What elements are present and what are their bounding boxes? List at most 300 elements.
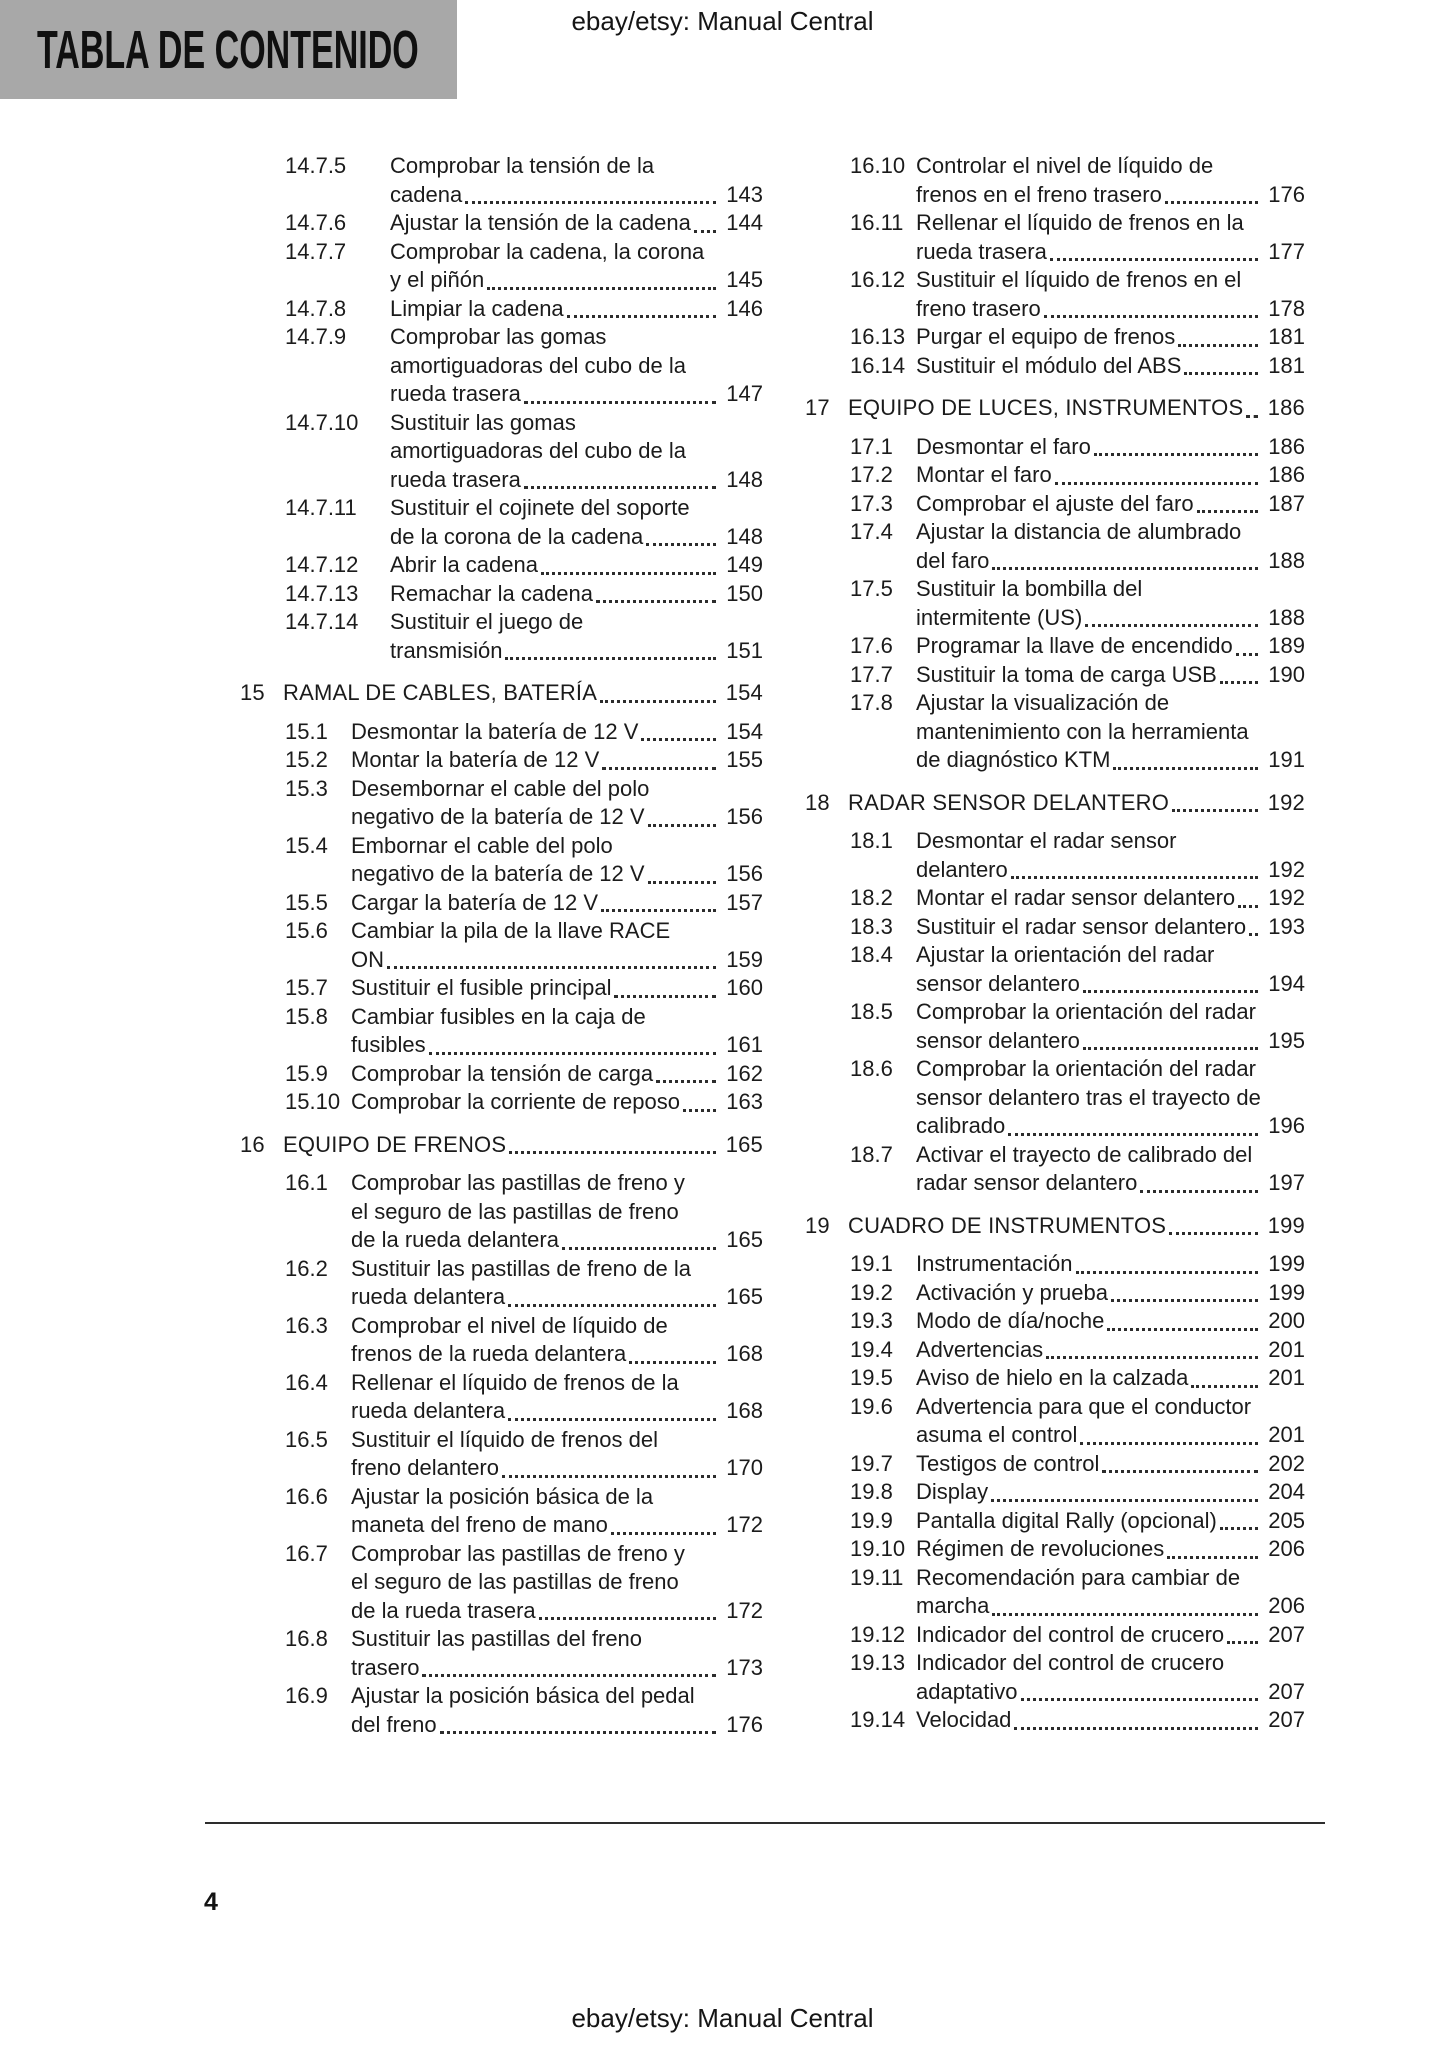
dot-leader: [1220, 681, 1258, 684]
toc-entry-title: rueda trasera: [916, 238, 1047, 264]
toc-entry: [240, 551, 763, 580]
toc-entry-page: 147: [726, 381, 763, 406]
toc-line: [240, 1654, 763, 1683]
toc-entry-title: RADAR SENSOR DELANTERO: [848, 789, 1170, 815]
toc-line: [240, 1711, 763, 1740]
toc-line: [240, 608, 763, 637]
toc-entry: [240, 974, 763, 1003]
toc-entry-title: freno delantero: [351, 1455, 499, 1480]
toc-line: [240, 1003, 763, 1032]
toc-line: [240, 466, 763, 495]
toc-entry: [240, 1682, 763, 1739]
dot-leader: [524, 401, 716, 404]
toc-entry-page: 178: [1268, 295, 1305, 321]
toc-entry: [805, 941, 1305, 998]
toc-entry: [805, 1250, 1305, 1279]
toc-entry-title: de la rueda trasera: [351, 1597, 536, 1623]
toc-entry: [240, 1088, 763, 1117]
toc-entry: [805, 1307, 1305, 1336]
toc-entry-title: Sustituir las gomas: [390, 409, 576, 435]
toc-entry-number: 17.3: [850, 490, 893, 516]
toc-entry-title: rueda trasera: [390, 381, 521, 406]
toc-entry-number: 16.11: [850, 210, 904, 235]
toc-entry-title: Programar la llave de encendido: [916, 633, 1233, 658]
toc-line: [240, 1226, 763, 1255]
toc-entry-title: freno trasero: [916, 295, 1041, 321]
toc-line: [240, 323, 763, 352]
page-title: TABLA DE CONTENIDO: [37, 19, 419, 80]
toc-line: [240, 580, 763, 609]
toc-entry-page: 206: [1268, 1536, 1305, 1561]
toc-entry-number: 19.14: [850, 1707, 906, 1732]
toc-entry-number: 17.7: [850, 661, 893, 687]
toc-entry: [805, 1649, 1305, 1706]
toc-entry: [805, 433, 1305, 462]
toc-line: [805, 1421, 1305, 1450]
toc-entry-page: 201: [1268, 1422, 1305, 1447]
dot-leader: [614, 995, 716, 998]
toc-entry-title: ON: [351, 946, 384, 972]
toc-entry-page: 145: [726, 267, 763, 292]
dot-leader: [541, 572, 716, 575]
toc-line: [240, 181, 763, 210]
toc-entry-page: 191: [1268, 747, 1305, 772]
toc-entry-title: Modo de día/noche: [916, 1308, 1105, 1333]
toc-entry: [240, 409, 763, 495]
dot-leader: [992, 1613, 1258, 1616]
dot-leader: [641, 738, 716, 741]
toc-entry-title: Sustituir el fusible principal: [351, 975, 612, 1000]
toc-line: [240, 523, 763, 552]
toc-line: [240, 1169, 763, 1198]
toc-entry-title: delantero: [916, 856, 1008, 882]
toc-entry: [805, 461, 1305, 490]
toc-entry-number: 14.7.9: [285, 324, 347, 349]
dot-leader: [502, 1475, 716, 1478]
toc-entry-number: 14.7.5: [285, 153, 347, 178]
toc-entry-page: 204: [1268, 1479, 1305, 1504]
toc-entry-page: 172: [726, 1597, 763, 1623]
toc-entry: [805, 1279, 1305, 1308]
dot-leader: [487, 287, 716, 290]
toc-entry-number: 16.12: [850, 267, 906, 292]
toc-line: [240, 1426, 763, 1455]
toc-line: [805, 266, 1305, 295]
toc-entry-page: 168: [726, 1341, 763, 1366]
toc-entry-page: 148: [726, 523, 763, 549]
toc-entry-number: 15.7: [285, 975, 328, 1000]
toc-line: [805, 689, 1305, 718]
toc-entry-page: 199: [1267, 1212, 1305, 1238]
toc-entry-page: 176: [726, 1711, 763, 1737]
toc-entry-page: 150: [726, 580, 763, 606]
toc-entry-page: 194: [1268, 970, 1305, 996]
footer-title: ebay/etsy: Manual Central: [571, 2003, 874, 2033]
dot-leader: [1044, 315, 1259, 318]
toc-entry-number: 16.1: [285, 1170, 328, 1195]
toc-entry-title: frenos de la rueda delantera: [351, 1341, 627, 1366]
dot-leader: [629, 1361, 716, 1364]
toc-entry: [240, 580, 763, 609]
toc-line: [240, 437, 763, 466]
dot-leader: [602, 767, 716, 770]
toc-entry-page: 186: [1267, 395, 1305, 420]
dot-leader: [509, 1151, 715, 1154]
toc-entry-title: Montar el faro: [916, 462, 1052, 487]
toc-line: [805, 1621, 1305, 1650]
toc-entry: [805, 490, 1305, 519]
toc-entry-page: 196: [1268, 1113, 1305, 1138]
toc-line: [805, 1507, 1305, 1536]
toc-entry-number: 19.5: [850, 1365, 893, 1390]
dot-leader: [1165, 201, 1258, 204]
toc-entry-title: Comprobar la tensión de carga: [351, 1060, 654, 1086]
toc-section-entry: [805, 789, 1305, 818]
toc-entry-title: Ajustar la distancia de alumbrado: [916, 519, 1242, 544]
toc-entry: [805, 209, 1305, 266]
toc-entry: [240, 323, 763, 409]
toc-line: [805, 1478, 1305, 1507]
toc-entry-number: 19.6: [850, 1393, 893, 1419]
toc-entry-number: 19.10: [850, 1536, 906, 1561]
toc-entry-number: 16.8: [285, 1626, 328, 1651]
toc-section-entry: [805, 394, 1305, 423]
toc-entry-title: Montar la batería de 12 V: [351, 747, 600, 772]
toc-entry-title: Comprobar la cadena, la corona: [390, 238, 705, 264]
toc-entry-page: 190: [1268, 661, 1305, 687]
toc-entry-page: 151: [726, 637, 763, 663]
toc-line: [240, 1283, 763, 1312]
toc-line: [805, 632, 1305, 661]
toc-entry-page: 199: [1268, 1279, 1305, 1305]
toc-entry-page: 192: [1268, 885, 1305, 910]
toc-entry: [240, 494, 763, 551]
toc-entry-title: Comprobar la tensión de la: [390, 153, 655, 178]
toc-line: [240, 803, 763, 832]
toc-line: [240, 1198, 763, 1227]
toc-entry-title: Remachar la cadena: [390, 580, 594, 606]
dot-leader: [656, 1080, 716, 1083]
toc-entry-title: Desmontar la batería de 12 V: [351, 718, 639, 744]
dot-leader: [1238, 905, 1258, 908]
toc-entry: [805, 1507, 1305, 1536]
toc-entry: [240, 1426, 763, 1483]
toc-entry-title: Limpiar la cadena: [390, 295, 564, 321]
toc-entry-number: 19.11: [850, 1564, 904, 1590]
toc-line: [805, 1393, 1305, 1422]
toc-entry-page: 168: [726, 1398, 763, 1423]
toc-entry: [805, 632, 1305, 661]
toc-line: [240, 1597, 763, 1626]
toc-line: [805, 295, 1305, 324]
toc-line: [805, 661, 1305, 690]
dot-leader: [1102, 1470, 1258, 1473]
toc-entry-number: 17: [805, 395, 830, 420]
toc-entry-number: 16.10: [850, 153, 906, 178]
dot-leader: [1055, 482, 1259, 485]
toc-entry: [240, 1060, 763, 1089]
dot-leader: [611, 1532, 716, 1535]
toc-line: [805, 941, 1305, 970]
toc-line: [240, 1060, 763, 1089]
toc-entry-title: Desmontar el radar sensor: [916, 828, 1177, 853]
toc-entry: [805, 1141, 1305, 1198]
toc-entry: [805, 575, 1305, 632]
toc-entry-page: 197: [1268, 1170, 1305, 1195]
toc-entry-title: negativo de la batería de 12 V: [351, 861, 645, 886]
dot-leader: [1085, 624, 1258, 627]
toc-entry-page: 199: [1268, 1251, 1305, 1276]
toc-entry-title: rueda trasera: [390, 466, 521, 492]
dot-leader: [1050, 258, 1258, 261]
toc-line: [240, 637, 763, 666]
toc-line: [240, 1312, 763, 1341]
toc-line: [805, 1678, 1305, 1707]
toc-entry-page: 193: [1268, 913, 1305, 939]
toc-entry-title: Ajustar la visualización de: [916, 690, 1170, 715]
toc-entry: [805, 1478, 1305, 1507]
toc-entry-page: 207: [1268, 1678, 1305, 1704]
toc-entry-number: 14.7.10: [285, 409, 359, 435]
toc-entry-title: Activar el trayecto de calibrado del: [916, 1141, 1253, 1167]
toc-entry-number: 18: [805, 789, 830, 815]
toc-entry-title: rueda delantera: [351, 1284, 506, 1309]
toc-entry-title: mantenimiento con la herramienta: [916, 718, 1249, 744]
toc-entry-title: Recomendación para cambiar de: [916, 1564, 1241, 1590]
toc-entry-number: 15.4: [285, 832, 328, 858]
toc-entry-page: 195: [1268, 1027, 1305, 1053]
toc-line: [240, 1454, 763, 1483]
toc-line: [240, 1088, 763, 1117]
toc-line: [240, 860, 763, 889]
dot-leader: [1236, 653, 1259, 656]
toc-entry-title: Comprobar la corriente de reposo: [351, 1089, 680, 1114]
toc-entry-title: Sustituir el líquido de frenos en el: [916, 267, 1242, 292]
toc-line: [805, 1450, 1305, 1479]
toc-entry-page: 188: [1268, 604, 1305, 630]
dot-leader: [1140, 1190, 1258, 1193]
toc-entry-number: 19.4: [850, 1336, 893, 1362]
toc-entry-page: 148: [726, 466, 763, 492]
dot-leader: [601, 909, 716, 912]
toc-columns: [240, 152, 1305, 1739]
toc-entry-title: transmisión: [390, 637, 503, 663]
dot-leader: [1083, 990, 1258, 993]
toc-entry-title: Indicador del control de crucero: [916, 1650, 1225, 1675]
toc-line: [240, 1568, 763, 1597]
toc-entry-number: 16.2: [285, 1255, 328, 1281]
dot-leader: [1184, 372, 1258, 375]
toc-entry-title: amortiguadoras del cubo de la: [390, 352, 686, 378]
toc-entry-title: marcha: [916, 1593, 990, 1618]
dot-leader: [1021, 1698, 1259, 1701]
toc-entry-number: 15.5: [285, 889, 328, 915]
toc-line: [805, 323, 1305, 352]
dot-leader: [422, 1674, 716, 1677]
toc-entry-number: 17.2: [850, 462, 893, 487]
toc-line: [805, 718, 1305, 747]
toc-entry-title: Comprobar las gomas: [390, 324, 607, 349]
toc-entry: [805, 884, 1305, 913]
toc-entry-page: 188: [1268, 547, 1305, 573]
toc-entry-number: 18.7: [850, 1141, 893, 1167]
toc-line: [805, 1307, 1305, 1336]
toc-entry-number: 18.5: [850, 999, 893, 1024]
toc-entry-page: 173: [726, 1654, 763, 1680]
dot-leader: [562, 1247, 716, 1250]
toc-entry-title: radar sensor delantero: [916, 1170, 1138, 1195]
toc-entry-page: 143: [726, 181, 763, 207]
dot-leader: [1083, 1047, 1258, 1050]
toc-entry-title: intermitente (US): [916, 604, 1083, 630]
toc-entry-number: 14.7.6: [285, 210, 347, 235]
toc-entry-title: fusibles: [351, 1032, 426, 1057]
toc-entry: [240, 917, 763, 974]
toc-entry-number: 15.2: [285, 747, 328, 772]
toc-entry-number: 15.10: [285, 1089, 341, 1114]
toc-entry-page: 189: [1268, 633, 1305, 658]
toc-entry-number: 19.9: [850, 1507, 893, 1533]
toc-entry-title: Indicador del control de crucero: [916, 1621, 1225, 1647]
toc-line: [240, 1682, 763, 1711]
toc-entry-number: 15.9: [285, 1060, 328, 1086]
toc-line: [805, 789, 1305, 818]
toc-entry-title: RAMAL DE CABLES, BATERÍA: [283, 680, 598, 705]
toc-line: [240, 946, 763, 975]
toc-entry-number: 15.3: [285, 775, 328, 801]
toc-entry-page: 160: [726, 975, 763, 1000]
toc-entry-page: 162: [726, 1060, 763, 1086]
toc-entry-title: Velocidad: [916, 1707, 1012, 1732]
toc-entry-page: 149: [726, 552, 763, 577]
toc-line: [805, 746, 1305, 775]
toc-entry-title: Ajustar la orientación del radar: [916, 942, 1215, 967]
toc-entry-title: Sustituir el cojinete del soporte: [390, 495, 690, 520]
toc-entry-title: amortiguadoras del cubo de la: [390, 438, 686, 463]
dot-leader: [1076, 1271, 1259, 1274]
toc-entry-title: sensor delantero tras el trayecto de: [916, 1084, 1261, 1110]
toc-entry-page: 159: [726, 946, 763, 972]
toc-entry-page: 154: [726, 718, 763, 744]
toc-entry: [805, 1621, 1305, 1650]
toc-entry-title: Sustituir las pastillas de freno de la: [351, 1255, 691, 1281]
dot-leader: [505, 657, 716, 660]
toc-entry-title: sensor delantero: [916, 970, 1080, 996]
toc-entry: [240, 1540, 763, 1626]
toc-line: [805, 1141, 1305, 1170]
footer-rule: [205, 1822, 1325, 1824]
toc-entry-title: del freno: [351, 1711, 437, 1737]
toc-entry-page: 186: [1268, 433, 1305, 459]
toc-entry-title: Desmontar el faro: [916, 433, 1091, 459]
toc-entry: [240, 608, 763, 665]
toc-entry-number: 15.6: [285, 918, 328, 943]
toc-entry-number: 14.7.13: [285, 580, 359, 606]
toc-entry: [805, 1336, 1305, 1365]
toc-entry-page: 192: [1267, 789, 1305, 815]
dot-leader: [1111, 1299, 1258, 1302]
toc-line: [240, 1340, 763, 1369]
toc-entry-number: 17.6: [850, 633, 893, 658]
dot-leader: [1113, 767, 1258, 770]
dot-leader: [1167, 1556, 1258, 1559]
toc-entry: [240, 1312, 763, 1369]
toc-entry-title: Ajustar la posición básica de la: [351, 1483, 654, 1509]
toc-entry-title: sensor delantero: [916, 1027, 1080, 1053]
toc-line: [240, 494, 763, 523]
toc-line: [240, 352, 763, 381]
toc-entry-title: Cargar la batería de 12 V: [351, 889, 599, 915]
toc-line: [805, 998, 1305, 1027]
toc-entry-number: 14.7.12: [285, 552, 359, 577]
toc-line: [805, 1055, 1305, 1084]
toc-line: [240, 152, 763, 181]
toc-entry-title: trasero: [351, 1654, 420, 1680]
toc-entry-number: 18.6: [850, 1056, 893, 1081]
toc-entry-title: de diagnóstico KTM: [916, 747, 1111, 772]
toc-entry-page: 192: [1268, 856, 1305, 882]
toc-entry-page: 207: [1268, 1621, 1305, 1647]
dot-leader: [992, 567, 1258, 570]
toc-entry: [805, 1364, 1305, 1393]
dot-leader: [1107, 1328, 1258, 1331]
toc-entry-page: 161: [726, 1032, 763, 1057]
toc-entry-page: 201: [1268, 1336, 1305, 1362]
toc-line: [805, 490, 1305, 519]
toc-entry-page: 176: [1268, 181, 1305, 207]
toc-line: [240, 1540, 763, 1569]
toc-line: [805, 238, 1305, 267]
toc-line: [805, 1112, 1305, 1141]
dot-leader: [1172, 809, 1258, 812]
toc-entry: [805, 1564, 1305, 1621]
toc-line: [805, 827, 1305, 856]
toc-entry-number: 14.7.7: [285, 238, 347, 264]
toc-line: [805, 181, 1305, 210]
toc-entry-number: 17.4: [850, 519, 893, 544]
dot-leader: [991, 1499, 1258, 1502]
toc-entry: [805, 323, 1305, 352]
toc-line: [240, 718, 763, 747]
toc-entry-title: el seguro de las pastillas de freno: [351, 1198, 679, 1224]
toc-entry: [805, 1450, 1305, 1479]
toc-entry-page: 207: [1268, 1707, 1305, 1732]
toc-entry-page: 156: [726, 861, 763, 886]
toc-entry-title: Régimen de revoluciones: [916, 1536, 1165, 1561]
toc-entry-number: 18.2: [850, 885, 893, 910]
toc-entry-title: de la rueda delantera: [351, 1227, 559, 1252]
dot-leader: [429, 1052, 717, 1055]
dot-leader: [648, 881, 717, 884]
toc-entry-title: el seguro de las pastillas de freno: [351, 1569, 679, 1594]
toc-entry-title: CUADRO DE INSTRUMENTOS: [848, 1212, 1167, 1238]
toc-line: [805, 575, 1305, 604]
toc-entry-number: 17.8: [850, 690, 893, 715]
toc-line: [805, 461, 1305, 490]
toc-entry: [805, 1706, 1305, 1735]
toc-entry-title: Testigos de control: [916, 1450, 1100, 1476]
toc-entry-title: rueda delantera: [351, 1398, 506, 1423]
toc-entry-page: 202: [1268, 1450, 1305, 1476]
toc-entry-number: 16.7: [285, 1540, 328, 1566]
toc-entry-title: Purgar el equipo de frenos: [916, 324, 1176, 349]
dot-leader: [596, 600, 716, 603]
toc-entry-page: 181: [1268, 324, 1305, 349]
toc-entry-page: 205: [1268, 1507, 1305, 1533]
toc-entry-title: Rellenar el líquido de frenos en la: [916, 210, 1244, 235]
toc-entry-title: Montar el radar sensor delantero: [916, 885, 1236, 910]
toc-line: [240, 1369, 763, 1398]
